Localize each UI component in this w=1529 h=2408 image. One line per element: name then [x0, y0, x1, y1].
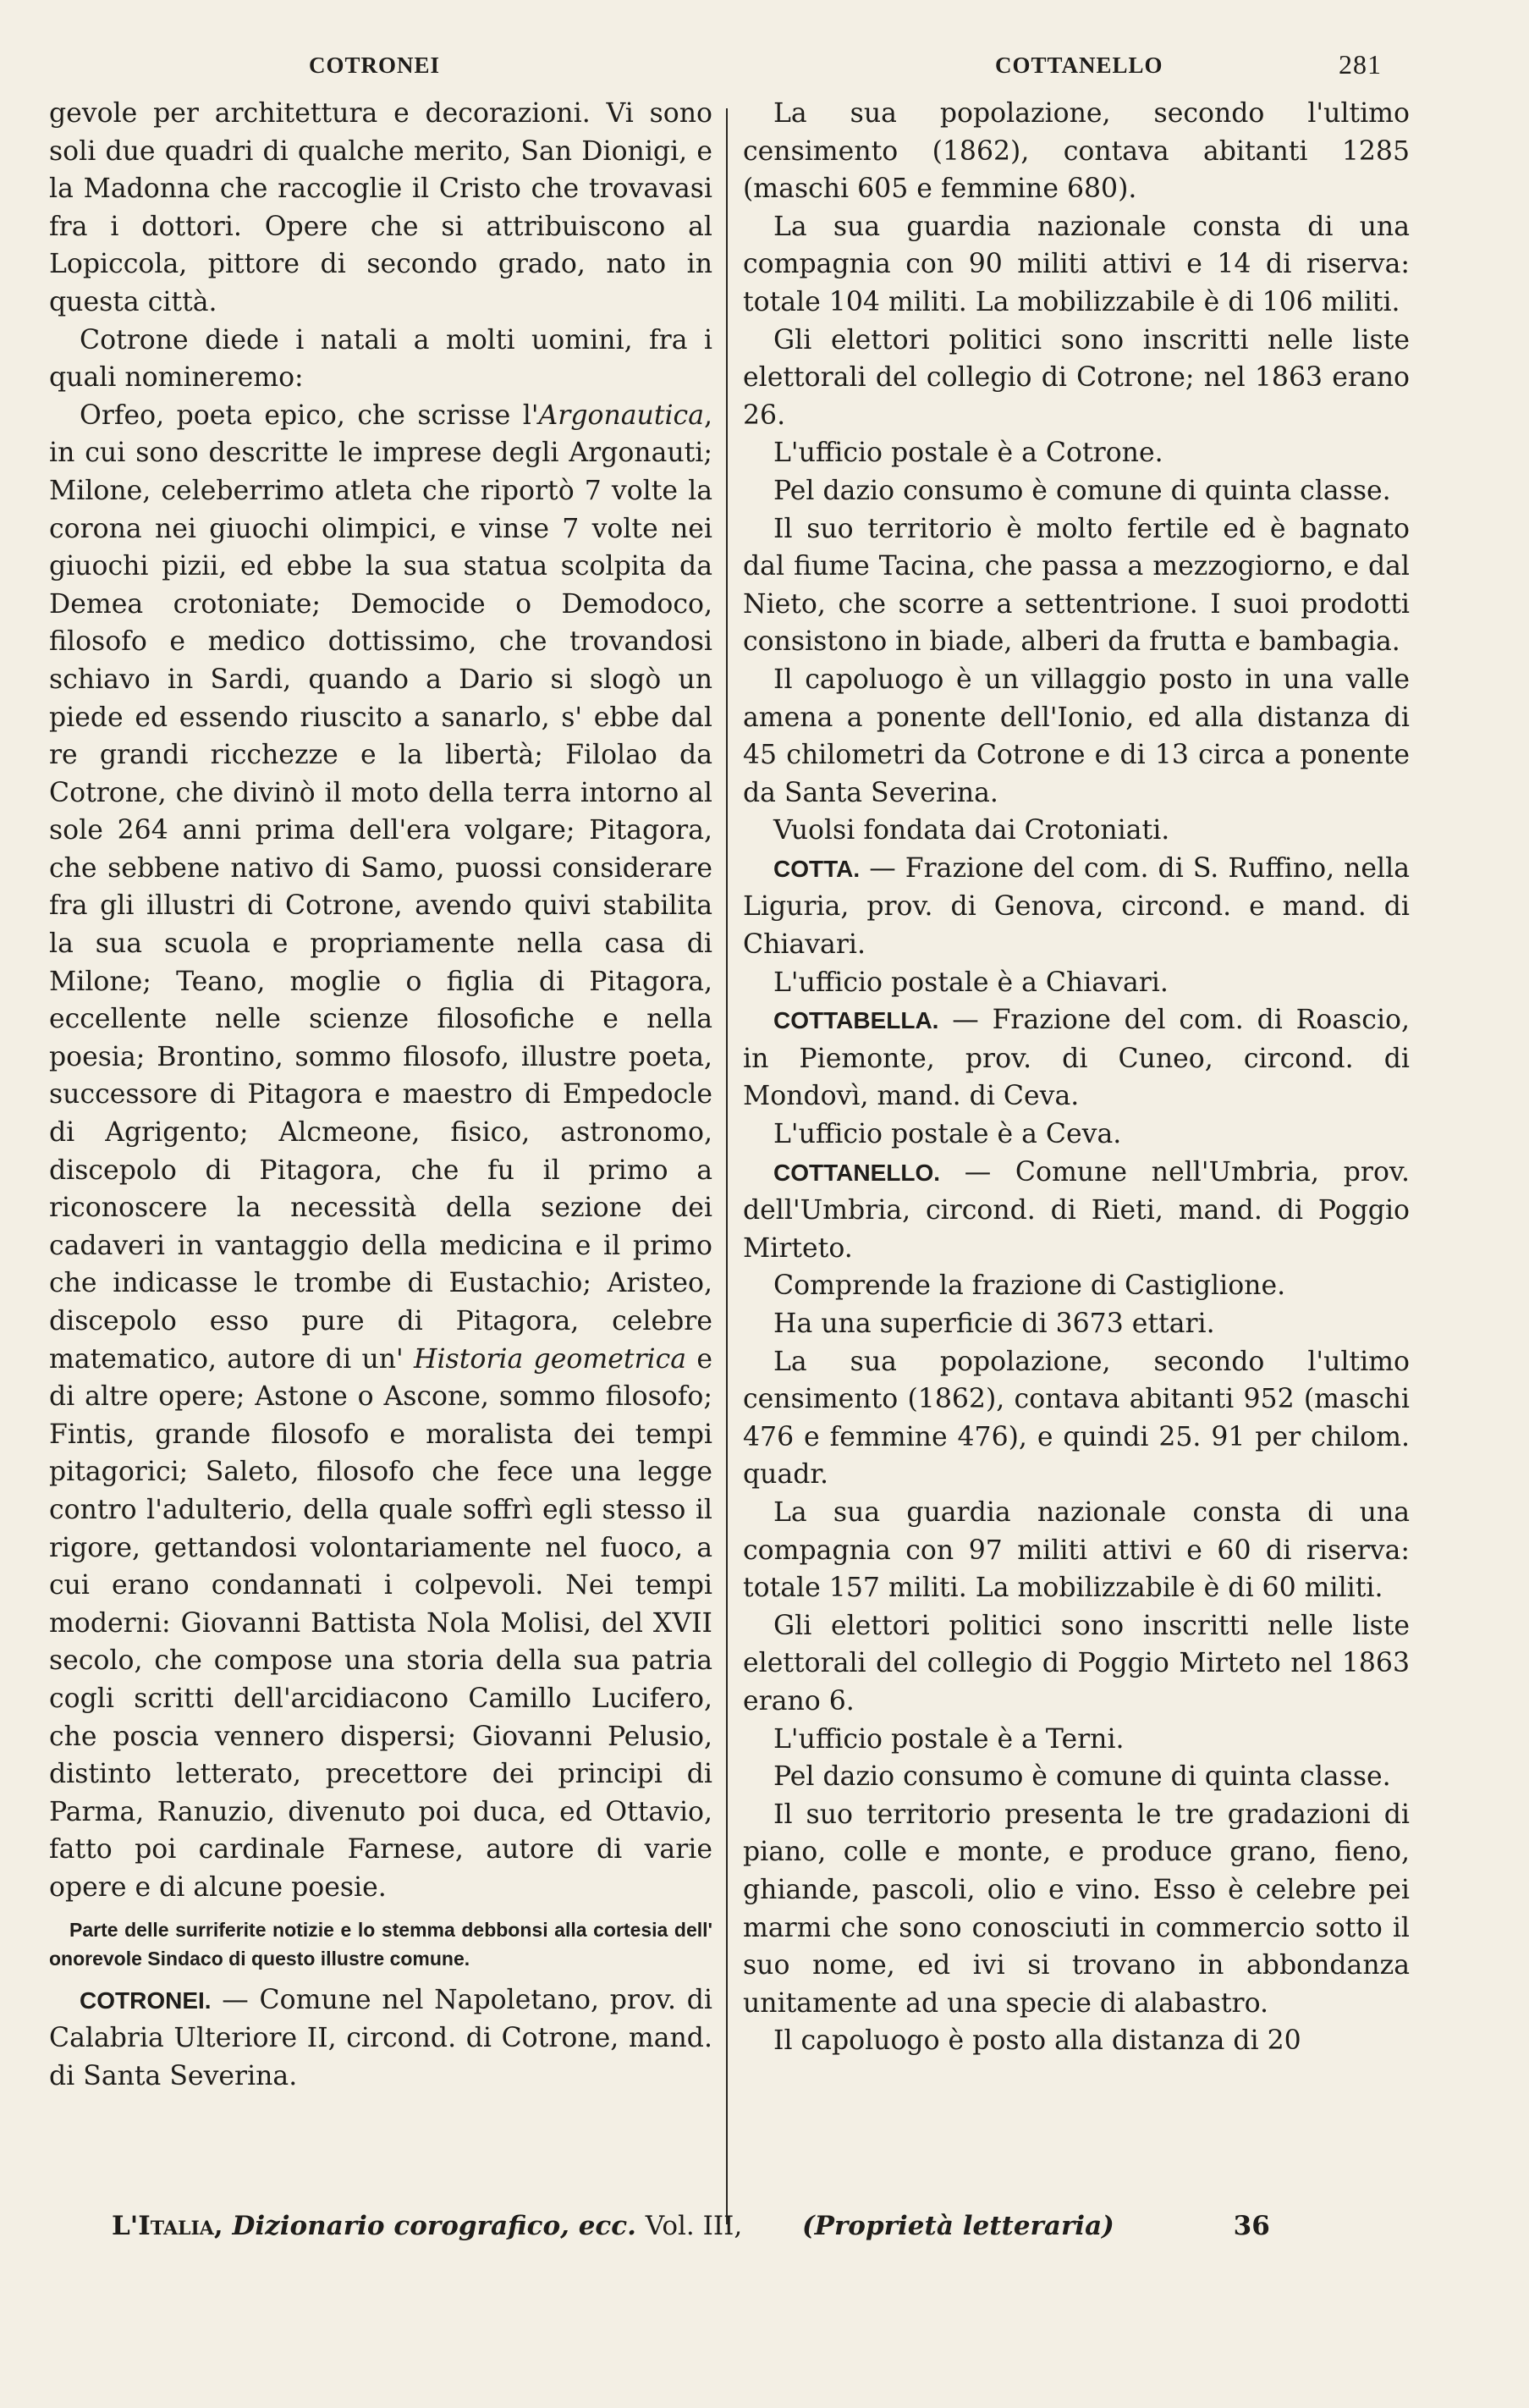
paragraph: Gli elettori politici sono inscritti nelle liste elettorali del collegio di Cotrone; nel 1863 erano 26.: [743, 324, 1410, 431]
entry-cottanello: [743, 1154, 1410, 1268]
paragraph: Il suo territorio presenta le tre gradazioni di piano, colle e monte, e produce grano, fieno, ghiande, pascoli, olio e vino. Esso è celebre pei marmi che sono conosciuti in commercio sotto il suo nome, ed ivi si trovano in abbondanza unitamente ad una specie di alabastro.: [743, 1799, 1410, 2019]
page-footer: [112, 2211, 1270, 2241]
entry-heading: COTTA.: [773, 855, 861, 882]
paragraph: Comprende la frazione di Castiglione.: [773, 1270, 1286, 1302]
footer-rights: (Proprietà letteraria): [802, 2211, 1114, 2241]
paragraph: Pel dazio consumo è comune di quinta classe.: [773, 475, 1391, 506]
entry-cotronei: [49, 1981, 712, 2096]
entry-text: — Frazione del com. di Roascio, in Piemonte, prov. di Cuneo, circond. di Mondovì, mand. di Ceva.: [743, 1005, 1410, 1112]
italic-title: Argonautica: [538, 399, 704, 431]
paragraph: La sua popolazione, secondo l'ultimo censimento (1862), contava abitanti 952 (maschi 476 e femmine 476), e quindi 25. 91 per chilom. quadr.: [743, 1346, 1410, 1491]
entry-cotta: [743, 850, 1410, 964]
italic-title: Historia geometrica: [414, 1343, 687, 1375]
text-run: Orfeo, poeta epico, che scrisse l': [80, 399, 539, 431]
entry-heading: COTRONEI.: [80, 1986, 212, 2014]
paragraph: Il suo territorio è molto fertile ed è bagnato dal fiume Tacina, che passa a mezzogiorno, e dal Nieto, che scorre a settentrione. I suoi prodotti consistono in biade, alberi da frutta e bambagia.: [743, 513, 1410, 658]
left-running-head: COTRONEI: [309, 52, 441, 78]
paragraph: L'ufficio postale è a Cotrone.: [773, 438, 1163, 469]
paragraph: Gli elettori politici sono inscritti nelle liste elettorali del collegio di Poggio Mirteto nel 1863 erano 6.: [743, 1610, 1410, 1716]
paragraph: La sua guardia nazionale consta di una compagnia con 90 militi attivi e 14 di riserva: totale 104 militi. La mobilizzabile è di 106 militi.: [743, 211, 1410, 317]
paragraph-notable-people: [49, 397, 712, 1907]
entry-text: — Comune nel Napoletano, prov. di Calabria Ulteriore II, circond. di Cotrone, mand. di Santa Severina.: [49, 1984, 712, 2091]
paragraph: Vuolsi fondata dai Crotoniati.: [773, 815, 1170, 846]
paragraph: La sua guardia nazionale consta di una compagnia con 97 militi attivi e 60 di riserva: totale 157 militi. La mobilizzabile è di 60 militi.: [743, 1496, 1410, 1604]
entry-text: — Comune nell'Umbria, prov. dell'Umbria, circond. di Rieti, mand. di Poggio Mirteto.: [743, 1156, 1410, 1264]
paragraph: L'ufficio postale è a Chiavari.: [773, 967, 1169, 998]
footer-title: L'Italia,: [112, 2211, 223, 2241]
text-run: e di altre opere; Astone o Ascone, sommo filosofo; Fintis, grande filosofo e moralista dei tempi pitagorici; Saleto, filosofo che fece una legge contro l'adulterio, della quale soffrì egli stesso il rigore, gettandosi volontariamente nel fuoco, a cui erano condannati i colpevoli. Nei tempi moderni: Giovanni Battista Nola Molisi, del XVII secolo, che compose una storia della sua patria cogli scritti dell'arcidiacono Camillo Lucifero, che poscia vennero dispersi; Giovanni Pelusio, distinto letterato, precettore dei principi di Parma, Ranuzio, divenuto poi duca, ed Ottavio, fatto poi cardinale Farnese, autore di varie opere e di alcune poesie.: [49, 1343, 713, 1903]
page-number: 281: [1339, 49, 1382, 80]
entry-heading: COTTANELLO.: [773, 1159, 941, 1186]
footnote: Parte delle surriferite notizie e lo stemma debbonsi alla cortesia dell' onorevole Sindaco di questo illustre comune.: [49, 1918, 712, 1970]
paragraph: Il capoluogo è posto alla distanza di 20: [773, 2025, 1301, 2057]
entry-text: — Frazione del com. di S. Ruffino, nella Liguria, prov. di Genova, circond. e mand. di Chiavari.: [743, 852, 1410, 961]
right-running-head: COTTANELLO: [995, 52, 1163, 78]
footer-book: Dizionario corografico, ecc.: [232, 2211, 636, 2241]
paragraph: Cotrone diede i natali a molti uomini, fra i quali nomineremo:: [49, 324, 712, 394]
column-divider: [726, 108, 728, 2224]
paragraph: La sua popolazione, secondo l'ultimo censimento (1862), contava abitanti 1285 (maschi 605 e femmine 680).: [743, 98, 1410, 205]
paragraph: Il capoluogo è un villaggio posto in una valle amena a ponente dell'Ionio, ed alla distanza di 45 chilometri da Cotrone e di 13 circa a ponente da Santa Severina.: [743, 664, 1410, 808]
paragraph: gevole per architettura e decorazioni. Vi sono soli due quadri di qualche merito, San Dionigi, e la Madonna che raccoglie il Cristo che trovavasi fra i dottori. Opere che si attribuiscono al Lopiccola, pittore di secondo grado, nato in questa città.: [49, 98, 712, 317]
footer-volume: Vol. III,: [645, 2211, 743, 2241]
left-column: [49, 95, 712, 2095]
paragraph: Pel dazio consumo è comune di quinta classe.: [773, 1761, 1391, 1793]
entry-cottabella: [743, 1001, 1410, 1116]
right-column: [743, 95, 1410, 2060]
text-run: , in cui sono descritte le imprese degli Argonauti; Milone, celeberrimo atleta che riportò 7 volte la corona nei giuochi olimpici, e vinse 7 volte nei giuochi pizii, ed ebbe la sua statua scolpita da Demea crotoniate; Democide o Demodoco, filosofo e medico dottissimo, che trovandosi schiavo in Sardi, quando a Dario si slogò un piede ed essendo riuscito a sanarlo, s' ebbe dal re grandi ricchezze e la libertà; Filolao da Cotrone, che divinò il moto della terra intorno al sole 264 anni prima dell'era volgare; Pitagora, che sebbene nativo di Samo, puossi considerare fra gli illustri di Cotrone, avendo quivi stabilita la sua scuola e propriamente nella casa di Milone; Teano, moglie o figlia di Pitagora, eccellente nelle scienze filosofiche e nella poesia; Brontino, sommo filosofo, illustre poeta, successore di Pitagora e maestro di Empedocle di Agrigento; Alcmeone, fisico, astronomo, discepolo di Pitagora, che fu il primo a riconoscere la necessità della sezione dei cadaveri in vantaggio della medicina e il primo che indicasse le trombe di Eustachio; Aristeo, discepolo esso pure di Pitagora, celebre matematico, autore di un': [49, 399, 712, 1375]
paragraph: L'ufficio postale è a Ceva.: [773, 1119, 1122, 1150]
entry-heading: COTTABELLA.: [773, 1007, 939, 1034]
paragraph: L'ufficio postale è a Terni.: [773, 1723, 1125, 1755]
footer-sheet-number: 36: [1233, 2211, 1270, 2241]
paragraph: Ha una superficie di 3673 ettari.: [773, 1309, 1215, 1339]
